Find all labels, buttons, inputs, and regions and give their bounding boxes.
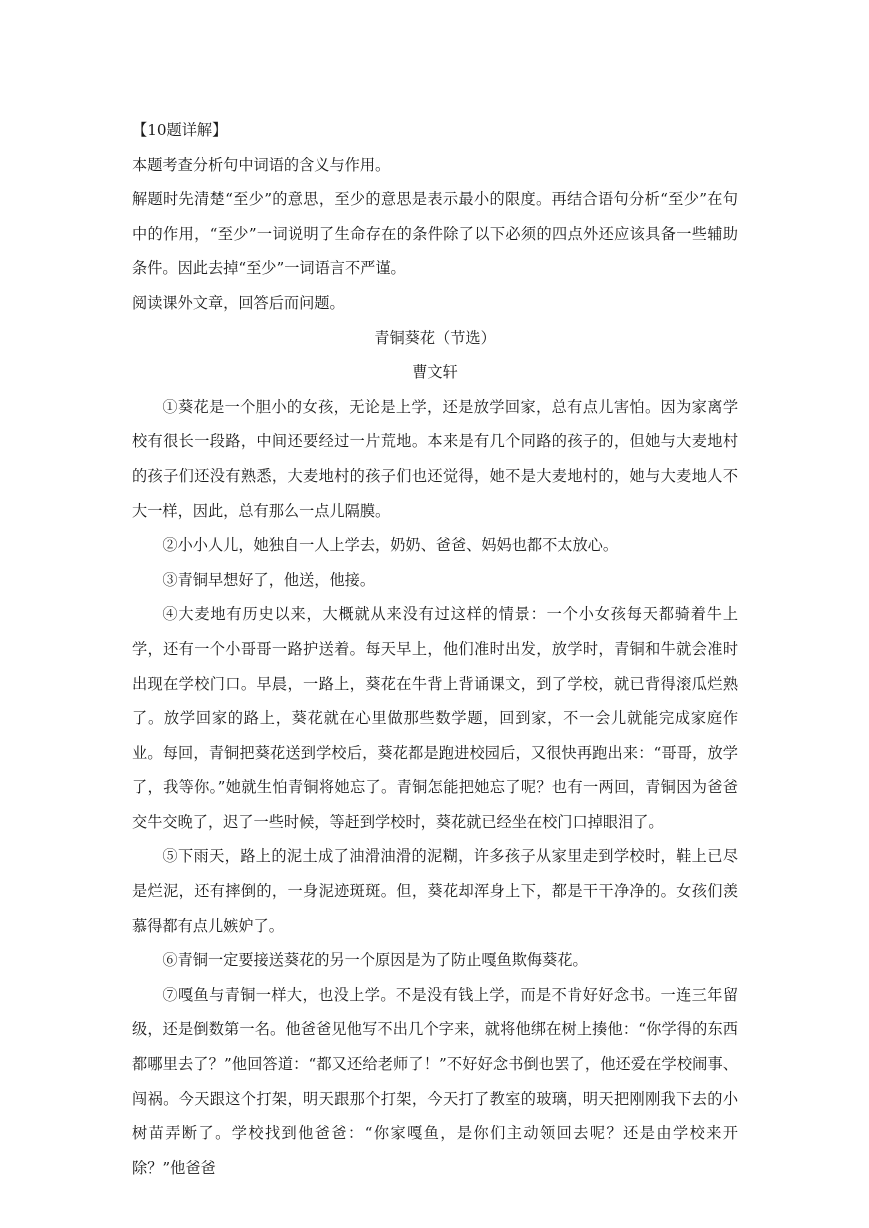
- article-paragraph-7: ⑦嘎鱼与青铜一样大，也没上学。不是没有钱上学，而是不肯好好念书。一连三年留级，还是倒数第一名。他爸爸见他写不出几个字来，就将他绑在树上揍他：“你学得的东西都哪里去了？”他回答道：“都又还给老师了！”不好好念书倒也罢了，他还爱在学校闹事、闯祸。今天跟这个打架，明天跟那个打架，今天打了教室的玻璃，明天把刚刚我下去的小树苗弄断了。学校找到他爸爸：“你家嘎鱼，是你们主动领回去呢？还是由学校来开除？”他爸爸: [132, 985, 738, 1177]
- article-title: 青铜葵花（节选）: [374, 328, 496, 347]
- article-paragraph-2: ②小小人儿，她独自一人上学去，奶奶、爸爸、妈妈也都不太放心。: [162, 536, 619, 555]
- document-body: [132, 113, 738, 1185]
- article-paragraph-3: ③青铜早想好了，他送，他接。: [162, 570, 376, 589]
- analysis-line-2: 解题时先清楚“至少”的意思，至少的意思是表示最小的限度。再结合语句分析“至少”在句中的作用，“至少”一词说明了生命存在的条件除了以下必须的四点外还应该具备一些辅助条件。因此去掉“至少”一词语言不严谨。: [132, 190, 738, 278]
- analysis-line-3: 阅读课外文章，回答后而问题。: [132, 293, 345, 312]
- article-author: 曹文轩: [412, 363, 458, 382]
- article-paragraph-4: ④大麦地有历史以来，大概就从来没有过这样的情景：一个小女孩每天都骑着牛上学，还有一个小哥哥一路护送着。每天早上，他们准时出发，放学时，青铜和牛就会准时出现在学校门口。早晨，一路上，葵花在牛背上背诵课文，到了学校，就已背得滚瓜烂熟了。放学回家的路上，葵花就在心里做那些数学题，回到家，不一会儿就能完成家庭作业。每回，青铜把葵花送到学校后，葵花都是跑进校园后，又很快再跑出来：“哥哥，放学了，我等你。”她就生怕青铜将她忘了。青铜怎能把她忘了呢？也有一两回，青铜因为爸爸交牛交晚了，迟了一些时候，等赶到学校时，葵花就已经坐在校门口掉眼泪了。: [132, 605, 738, 831]
- article-paragraph-5: ⑤下雨天，路上的泥土成了油滑油滑的泥糊，许多孩子从家里走到学校时，鞋上已尽是烂泥，还有摔倒的，一身泥迹斑斑。但，葵花却浑身上下，都是干干净净的。女孩们羡慕得都有点儿嫉妒了。: [132, 847, 738, 935]
- article-paragraph-1: ①葵花是一个胆小的女孩，无论是上学，还是放学回家，总有点儿害怕。因为家离学校有很长一段路，中间还要经过一片荒地。本来是有几个同路的孩子的，但她与大麦地村的孩子们还没有熟悉，大麦地村的孩子们也还觉得，她不是大麦地村的，她与大麦地人不大一样，因此，总有那么一点儿隔膜。: [132, 397, 738, 520]
- analysis-line-1: 本题考查分析句中词语的含义与作用。: [132, 155, 391, 174]
- article-paragraph-6: ⑥青铜一定要接送葵花的另一个原因是为了防止嘎鱼欺侮葵花。: [162, 951, 588, 970]
- answer-heading: 【10题详解】: [132, 121, 228, 139]
